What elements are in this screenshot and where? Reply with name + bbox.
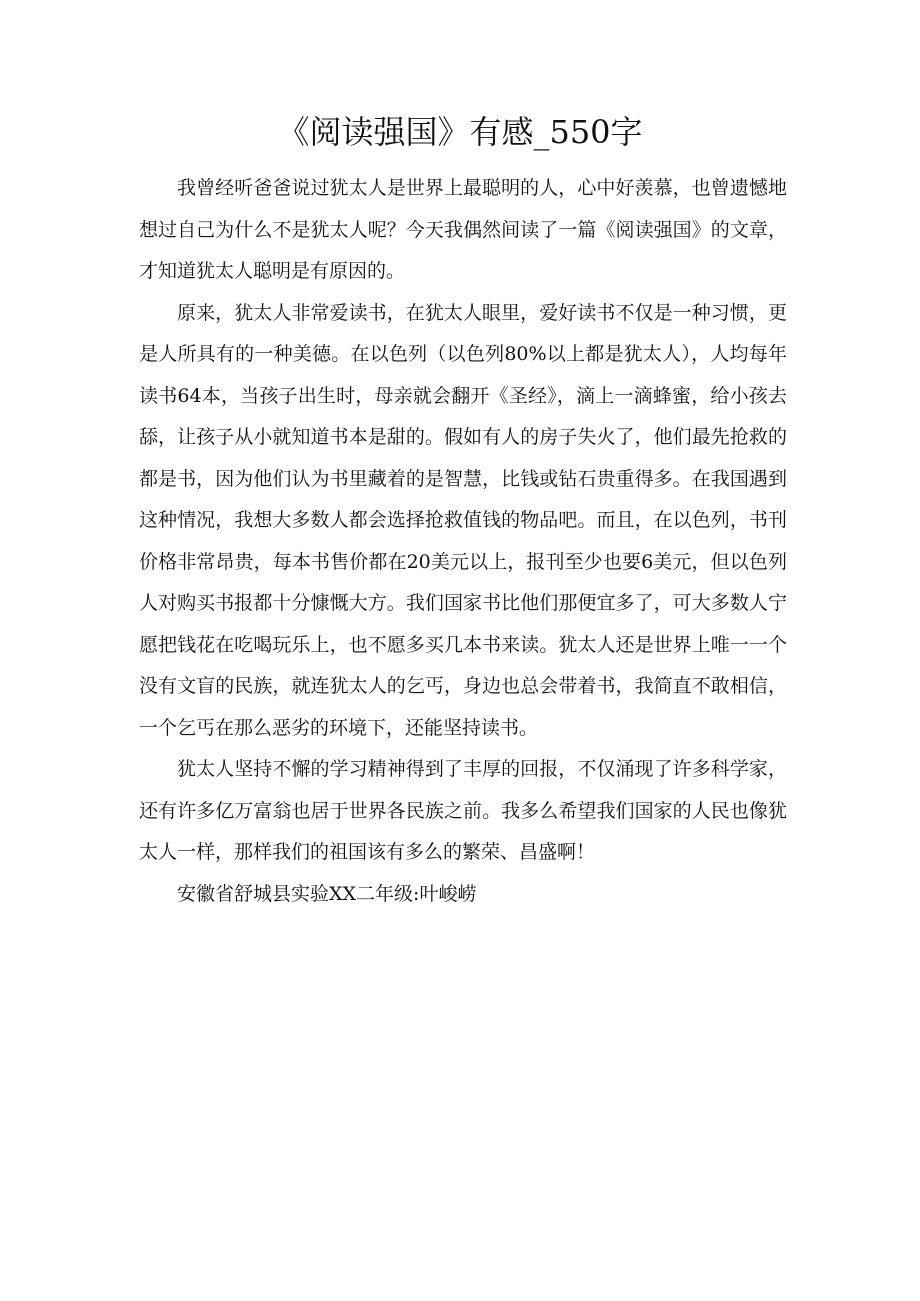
paragraph-3: 犹太人坚持不懈的学习精神得到了丰厚的回报，不仅涌现了许多科学家，还有许多亿万富翁也居于世界各民族之前。我多么希望我们国家的人民也像犹太人一样，那样我们的祖国该有多么的繁荣、昌盛啊！: [139, 758, 787, 863]
paragraph-1: 我曾经听爸爸说过犹太人是世界上最聪明的人，心中好羡慕，也曾遗憾地想过自己为什么不是犹太人呢？今天我偶然间读了一篇《阅读强国》的文章，才知道犹太人聪明是有原因的。: [139, 177, 787, 282]
author-signature: 安徽省舒城县实验XX二年级:叶峻崂: [177, 882, 477, 905]
paragraph-2: 原来，犹太人非常爱读书，在犹太人眼里，爱好读书不仅是一种习惯，更是人所具有的一种美德。在以色列（以色列80%以上都是犹太人），人均每年读书64本，当孩子出生时，母亲就会翻开《圣经》，滴上一滴蜂蜜，给小孩去舔，让孩子从小就知道书本是甜的。假如有人的房子失火了，他们最先抢救的都是书，因为他们认为书里藏着的是智慧，比钱或钻石贵重得多。在我国遇到这种情况，我想大多数人都会选择抢救值钱的物品吧。而且，在以色列，书刊价格非常昂贵，每本书售价都在20美元以上，报刊至少也要6美元，但以色列人对购买书报都十分慷慨大方。我们国家书比他们那便宜多了，可大多数人宁愿把钱花在吃喝玩乐上，也不愿多买几本书来读。犹太人还是世界上唯一一个没有文盲的民族，就连犹太人的乞丐，身边也总会带着书，我简直不敢相信，一个乞丐在那么恶劣的环境下，还能坚持读书。: [139, 301, 787, 739]
document-body: [139, 168, 787, 915]
document-title: 《阅读强国》有感_550字: [277, 113, 643, 151]
